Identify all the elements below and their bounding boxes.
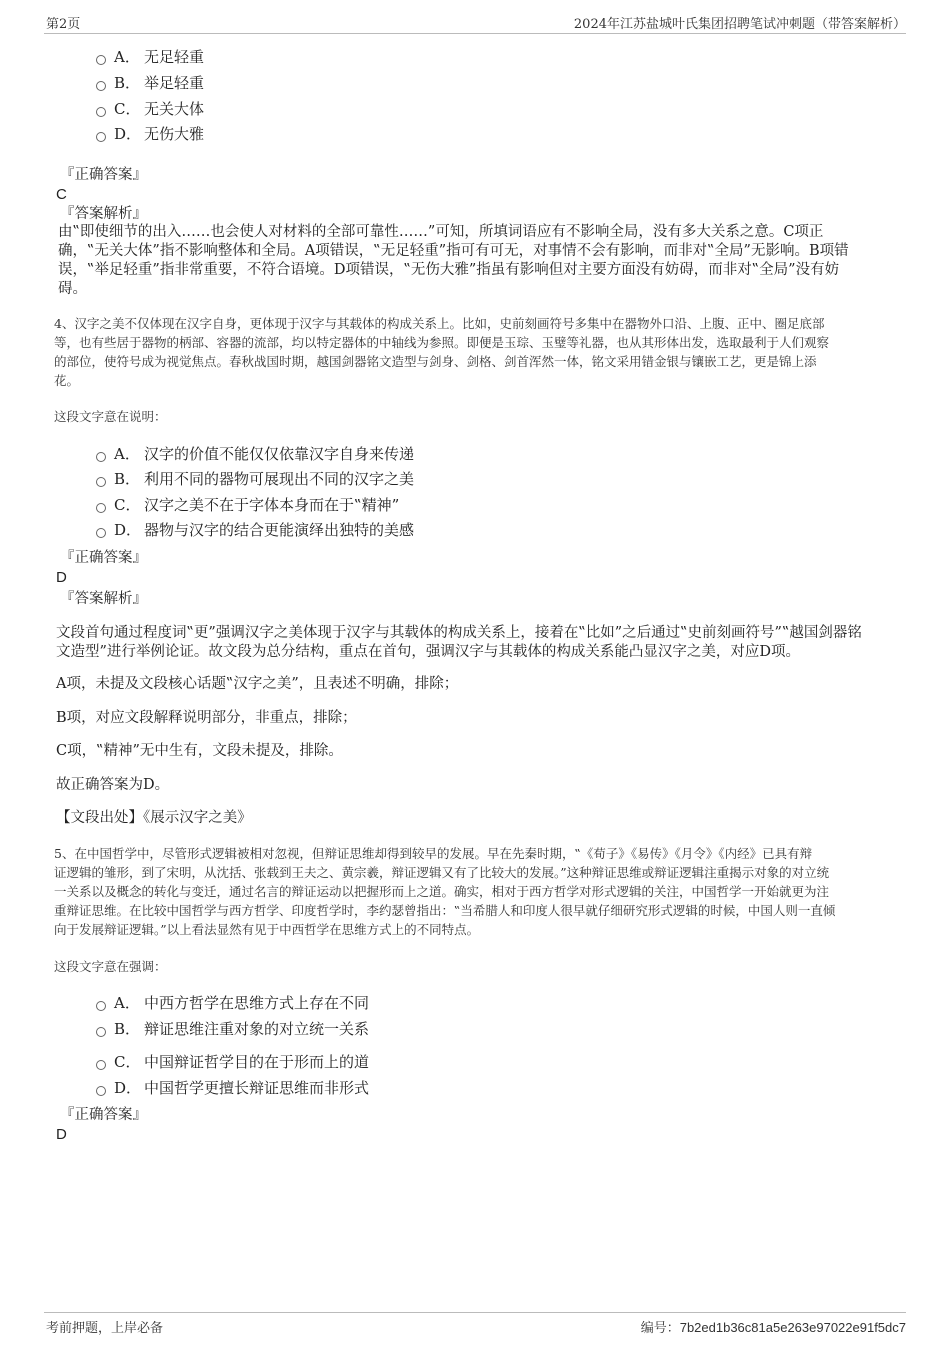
radio-icon[interactable] [96,1001,106,1011]
q4-answer-label: 『正确答案』 [60,550,147,566]
radio-icon[interactable] [96,503,106,513]
q4-point-c: C项，‟精神”无中生有，文段未提及，排除。 [56,743,343,759]
q3-analysis-label: 『答案解析』 [60,206,147,222]
q4-option-b[interactable]: B． 利用不同的器物可展现出不同的汉字之美 [96,468,414,490]
q4-option-a[interactable]: A． 汉字的价值不能仅仅依靠汉字自身来传递 [96,443,414,465]
footer-slogan: 考前押题，上岸必备 [46,1321,164,1336]
q4-source: 【文段出处】《展示汉字之美》 [56,810,252,826]
q4-stem-line: 4、汉字之美不仅体现在汉字自身，更体现于汉字与其载体的构成关系上。比如，史前刻画符号多集中在器物外口沿、上腹、正中、圈足底部 [54,316,825,331]
q5-prompt: 这段文字意在强调： [54,959,167,974]
q3-analysis-line: 误，‟举足轻重”指非常重要，不符合语境。D项错误，‟无伤大雅”指虽有影响但对主要方面没有妨碍，而非对‟全局”没有妨 [58,262,840,278]
radio-icon[interactable] [96,107,106,117]
radio-icon[interactable] [96,477,106,487]
q4-point-a: A项，未提及文段核心话题‟汉字之美”，且表述不明确，排除； [56,676,459,692]
page-header [44,13,906,34]
q4-conclusion: 故正确答案为D。 [56,777,170,793]
q3-option-a[interactable]: A． 无足轻重 [96,46,204,68]
q4-option-d[interactable]: D． 器物与汉字的结合更能演绎出独特的美感 [96,519,414,541]
q4-point-b: B项，对应文段解释说明部分，非重点，排除； [56,710,357,726]
page-footer [44,1312,906,1335]
q4-stem-line: 花。 [54,373,80,388]
q5-answer: D [56,1126,67,1143]
q4-analysis-line: 文段首句通过程度词‟更”强调汉字之美体现于汉字与其载体的构成关系上，接着在‟比如”之后通过‟史前刻画符号”‟越国剑器铭 [56,625,862,641]
document-code: 编号：7b2ed1b36c81a5e263e97022e91f5dc7 [640,1320,906,1336]
q5-option-c[interactable]: C． 中国辩证哲学目的在于形而上的道 [96,1051,369,1073]
radio-icon[interactable] [96,452,106,462]
radio-icon[interactable] [96,1027,106,1037]
q4-prompt: 这段文字意在说明： [54,409,167,424]
q3-option-c[interactable]: C． 无关大体 [96,98,204,120]
q5-stem-line: 向于发展辩证逻辑。”以上看法显然有见于中西哲学在思维方式上的不同特点。 [54,922,480,937]
q5-stem-line: 5、在中国哲学中，尽管形式逻辑被相对忽视，但辩证思维却得到较早的发展。早在先秦时期，‟《荀子》《易传》《月令》《内经》已具有辩 [54,846,813,861]
radio-icon[interactable] [96,81,106,91]
q5-stem-line: 证逻辑的雏形，到了宋明，从沈括、张载到王夫之、黄宗羲，辩证逻辑又有了比较大的发展。”这种辩证思维或辩证逻辑注重揭示对象的对立统 [54,865,830,880]
q5-answer-label: 『正确答案』 [60,1107,147,1123]
q4-answer: D [56,569,67,586]
q5-option-d[interactable]: D． 中国哲学更擅长辩证思维而非形式 [96,1077,369,1099]
page-number: 第2页 [46,17,81,32]
q4-option-c[interactable]: C． 汉字之美不在于字体本身而在于‟精神” [96,494,399,516]
document-title: 2024年江苏盐城叶氏集团招聘笔试冲刺题（带答案解析） [573,17,906,32]
q5-stem-line: 一关系以及概念的转化与变迁，通过名言的辩证运动以把握形而上之道。确实，相对于西方哲学对形式逻辑的关注，中国哲学一开始就更为注 [54,884,830,899]
q3-analysis-line: 由‟即使细节的出入……也会使人对材料的全部可靠性……”可知，所填词语应有不影响全局，没有多大关系之意。C项正 [58,224,824,240]
q4-analysis-line: 文造型”进行举例论证。故文段为总分结构，重点在首句，强调汉字与其载体的构成关系能凸显汉字之美，对应D项。 [56,644,801,660]
q3-analysis-line: 碍。 [58,281,87,297]
q5-option-b[interactable]: B． 辩证思维注重对象的对立统一关系 [96,1018,369,1040]
q3-answer-label: 『正确答案』 [60,167,147,183]
q4-stem-line: 等，也有些居于器物的柄部、容器的流部，均以特定器体的中轴线为参照。即便是玉琮、玉璧等礼器，也从其形体出发，选取最利于人们观察 [54,335,830,350]
q3-option-b[interactable]: B． 举足轻重 [96,72,204,94]
radio-icon[interactable] [96,528,106,538]
radio-icon[interactable] [96,132,106,142]
radio-icon[interactable] [96,1060,106,1070]
radio-icon[interactable] [96,1086,106,1096]
radio-icon[interactable] [96,55,106,65]
q5-stem-line: 重辩证思维。在比较中国哲学与西方哲学、印度哲学时，李约瑟曾指出：‟当希腊人和印度人很早就仔细研究形式逻辑的时候，中国人则一直倾 [54,903,836,918]
q3-option-d[interactable]: D． 无伤大雅 [96,123,204,145]
q4-stem-line: 的部位，使符号成为视觉焦点。春秋战国时期，越国剑器铭文造型与剑身、剑格、剑首浑然一体，铭文采用错金银与镶嵌工艺，更是锦上添 [54,354,817,369]
q3-answer: C [56,186,67,203]
q4-analysis-label: 『答案解析』 [60,591,147,607]
q3-analysis-line: 确，‟无关大体”指不影响整体和全局。A项错误，‟无足轻重”指可有可无，对事情不会有影响，而非对‟全局”无影响。B项错 [58,243,849,259]
q5-option-a[interactable]: A． 中西方哲学在思维方式上存在不同 [96,992,369,1014]
